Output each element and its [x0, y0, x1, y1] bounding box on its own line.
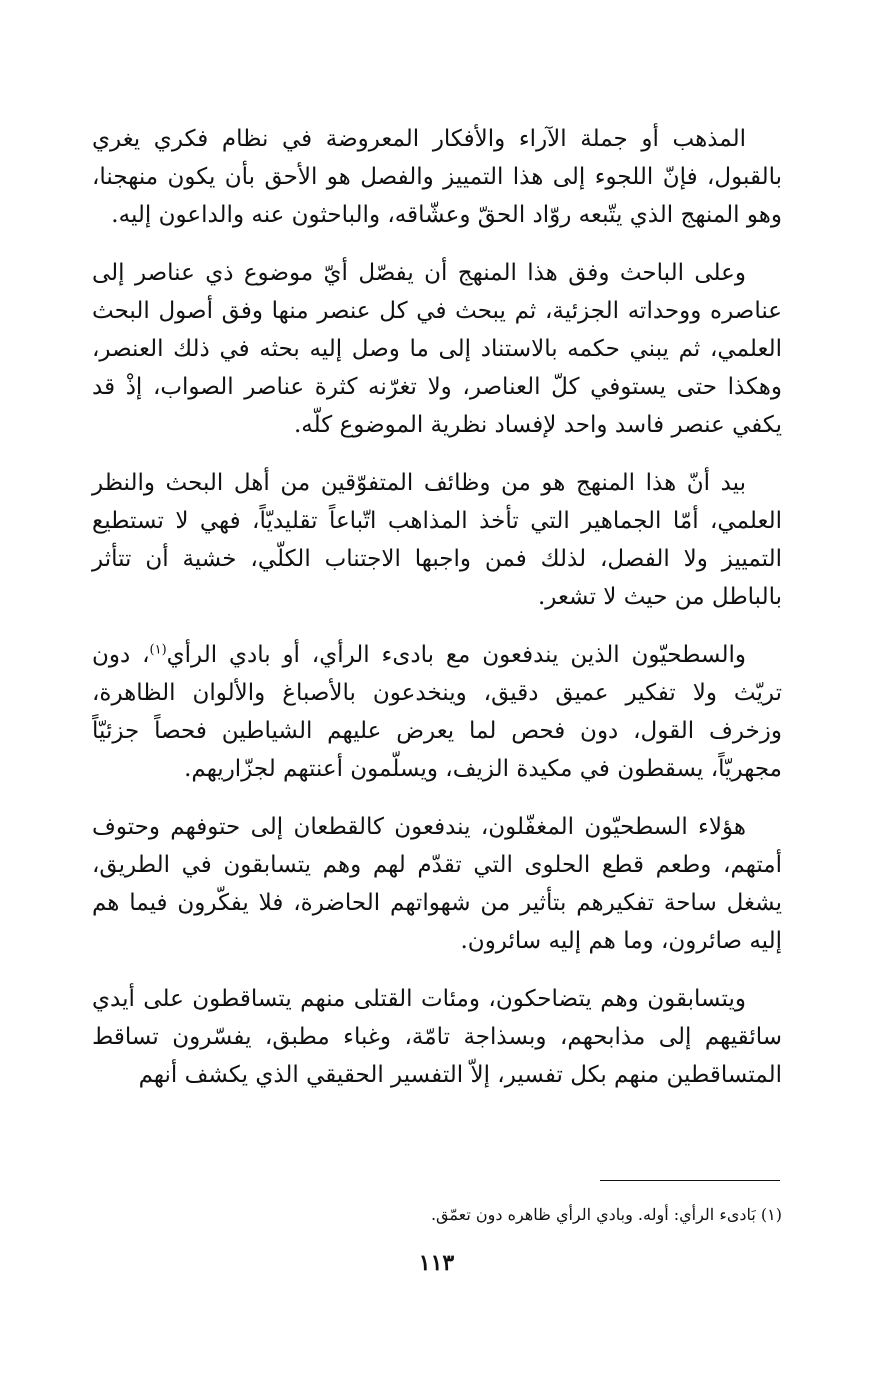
paragraph-5: هؤلاء السطحيّون المغفّلون، يندفعون كالقطعان إلى حتوفهم وحتوف أمتهم، وطعم قطع الحلوى التي تقدّم لهم وهم يتسابقون في الطريق، يشغل ساحة تفكيرهم بتأثير من شهواتهم الحاضرة، فلا يفكّرون فيما هم إليه صائرون، وما هم إليه سائرون.	[92, 814, 782, 954]
page-number: ١١٣	[418, 1250, 455, 1276]
footnote-reference-mark: (١)	[149, 642, 167, 658]
paragraph-2: وعلى الباحث وفق هذا المنهج أن يفصّل أيّ موضوع ذي عناصر إلى عناصره ووحداته الجزئية، ثم يبحث في كل عنصر منها وفق أصول البحث العلمي، ثم يبني حكمه بالاستناد إلى ما وصل إليه بحثه في ذلك العنصر، وهكذا حتى يستوفي كلّ العناصر، ولا تغرّنه كثرة عناصر الصواب، إذْ قد يكفي عنصر فاسد واحد لإفساد نظرية الموضوع كلّه.	[92, 260, 782, 438]
paragraph-4	[92, 636, 782, 788]
paragraph-1: المذهب أو جملة الآراء والأفكار المعروضة في نظام فكري يغري بالقبول، فإنّ اللجوء إلى هذا التمييز والفصل هو الأحق بأن يكون منهجنا، وهو المنهج الذي يتّبعه روّاد الحقّ وعشّاقه، والباحثون عنه والداعون إليه.	[92, 126, 782, 228]
paragraph-6: ويتسابقون وهم يتضاحكون، ومئات القتلى منهم يتساقطون على أيدي سائقيهم إلى مذابحهم، وبسذاجة تامّة، وغباء مطبق، يفسّرون تساقط المتساقطين منهم بكل تفسير، إلاّ التفسير الحقيقي الذي يكشف أنهم	[92, 986, 782, 1088]
paragraph-4-end: ، دون تريّث ولا تفكير عميق دقيق، وينخدعون بالأصباغ والألوان الظاهرة، وزخرف القول، دون فحص لما يعرض عليهم الشياطين فحصاً جزئيّاً مجهريّاً، يسقطون في مكيدة الزيف، ويسلّمون أعنتهم لجزّاريهم.	[92, 642, 782, 782]
paragraph-3: بيد أنّ هذا المنهج هو من وظائف المتفوّقين من أهل البحث والنظر العلمي، أمّا الجماهير التي تأخذ المذاهب اتّباعاً تقليديّاً، فهي لا تستطيع التمييز ولا الفصل، لذلك فمن واجبها الاجتناب الكلّي، خشية أن تتأثر بالباطل من حيث لا تشعر.	[92, 470, 782, 610]
footnote: (١) بَادىء الرأي: أوله. وبادي الرأي ظاهره دون تعمّق.	[430, 1205, 782, 1224]
body-text	[92, 120, 782, 1114]
footnote-separator	[600, 1180, 780, 1181]
paragraph-4-start: والسطحيّون الذين يندفعون مع بادىء الرأي، أو بادي الرأي	[166, 642, 746, 668]
